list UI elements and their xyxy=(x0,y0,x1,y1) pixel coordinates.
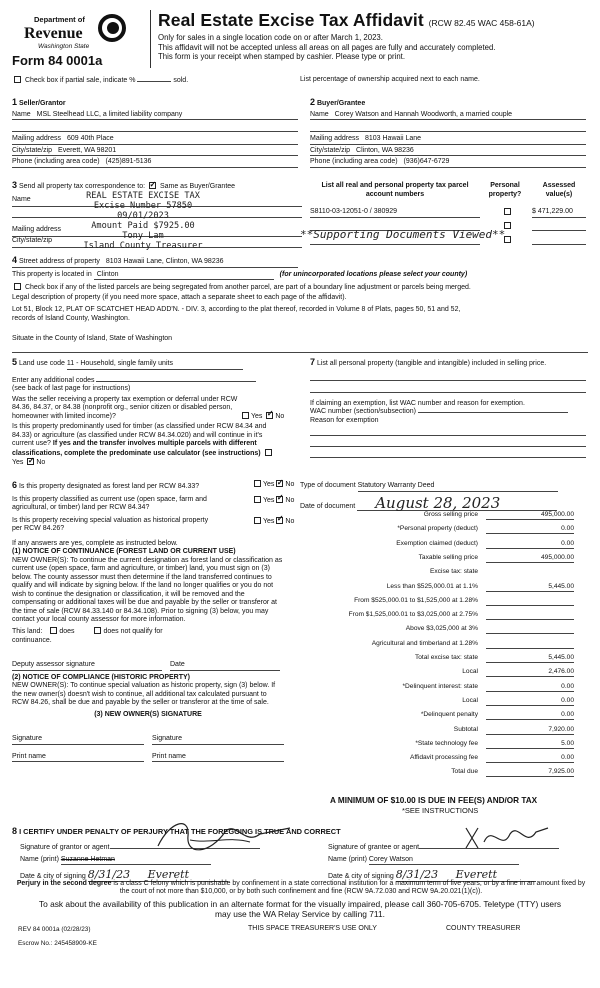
buyer-phone[interactable]: (936)647-6729 xyxy=(403,158,450,166)
treasurer-stamp xyxy=(58,191,228,251)
tax-row-label: Total excise tax: state xyxy=(414,654,478,661)
certify-text: I CERTIFY UNDER PENALTY OF PERJURY THAT THE FOREGOING IS TRUE AND CORRECT xyxy=(19,827,341,836)
located-field[interactable] xyxy=(94,271,274,281)
seller-phone-label: Phone (including area code) xyxy=(12,158,100,166)
header-note-1: Only for sales in a single location code on or after March 1, 2023. xyxy=(158,33,383,43)
grantor-city-hand: Everett xyxy=(147,868,189,882)
new-owner-print-2[interactable] xyxy=(152,753,284,763)
same-as-buyer-label: Same as Buyer/Grantee xyxy=(159,183,236,190)
deputy-date-label: Date xyxy=(170,661,185,669)
section-6-number: 6 xyxy=(12,480,18,490)
street-label: Street address of property xyxy=(18,258,100,265)
wac-label: WAC number (section/subsection) xyxy=(310,408,416,416)
corr-name-label: Name xyxy=(12,195,31,203)
forest-yes-checkbox[interactable] xyxy=(254,480,261,487)
stamp-line-5: Tony Lam xyxy=(122,231,164,241)
tax-row-value[interactable]: 0.00 xyxy=(486,697,574,706)
grantor-date-label: Date & city of signing xyxy=(20,873,86,881)
exempt-yes-label: Yes xyxy=(251,412,263,420)
dept-line1: Department of xyxy=(34,15,85,24)
tax-row xyxy=(300,583,584,593)
signature-label-2: Signature xyxy=(152,735,182,743)
correspondence-label: Send all property tax correspondence to: xyxy=(18,183,146,190)
tax-row-value[interactable] xyxy=(486,611,574,620)
seller-city-label: City/state/zip xyxy=(12,146,53,154)
tax-row-label: Subtotal xyxy=(453,725,478,733)
grantor-name: Suzanne Hetman xyxy=(60,855,115,863)
tax-row xyxy=(300,754,584,764)
additional-codes-field[interactable] xyxy=(96,381,256,382)
deputy-signature-line[interactable] xyxy=(12,661,162,671)
buyer-heading: Buyer/Grantee xyxy=(316,100,366,107)
document-date-hand: August 28, 2023 xyxy=(375,493,501,512)
notice-1-body: NEW OWNER(S): To continue the current designation as forest land or classification as current use (open space, farm and agriculture, or timber) land, you must sign on (3) below. The county assessor must then determine if the land transferred continues to qualify and will indicate by signing below. If the land no longer qualifies or you do not wish to continue the designation or classification, it will be removed and the compensating or additional taxes will be due and payable by the seller or transferor at the time of sale (RCW 84.33.140 or 84.34.108). Prior to signing (3) below, you may contact your local county assessor for more information. xyxy=(12,556,283,624)
document-date-field[interactable] xyxy=(357,493,557,512)
dept-line2: Revenue xyxy=(24,25,83,42)
tax-row xyxy=(300,668,584,678)
header-text xyxy=(158,10,588,62)
historical-question: Is this property receiving special valuation as historical property per RCW 84.26? xyxy=(12,516,209,533)
tax-row-value[interactable]: 0.00 xyxy=(486,683,574,692)
stamp-line-4: Amount Paid $7925.00 xyxy=(91,221,195,231)
tax-row xyxy=(300,540,584,550)
minimum-line-1: A MINIMUM OF $10.00 IS DUE IN FEE(S) AND/OR TAX xyxy=(330,796,538,805)
section-7-number: 7 xyxy=(310,357,316,367)
tax-row xyxy=(300,711,584,721)
does-checkbox[interactable] xyxy=(50,627,57,634)
parcel-number[interactable]: S8110-03-12051-0 / 380929 xyxy=(310,208,398,215)
current-yes-label: Yes xyxy=(263,496,275,504)
corr-city-label: City/state/zip xyxy=(12,236,53,244)
partial-sold: sold. xyxy=(173,77,189,84)
tax-row-label: *Personal property (deduct) xyxy=(397,525,478,533)
current-no-label: No xyxy=(285,496,295,504)
deputy-date-line[interactable] xyxy=(170,661,280,671)
timber-no-checkbox[interactable] xyxy=(27,458,34,465)
tax-row-label: Taxable selling price xyxy=(418,553,478,561)
document-type-value: Statutory Warranty Deed xyxy=(357,482,435,489)
seller-name-label: Name xyxy=(12,110,31,118)
section-5 xyxy=(12,357,302,468)
section-4-number: 4 xyxy=(12,255,18,265)
tax-row-value[interactable]: 495,000.00 xyxy=(486,554,574,563)
legal-line-1: Lot 51, Block 12, PLAT OF SCATCHET HEAD ADD'N. - DIV. 3, according to the plat thereof, recorded in Volume 8 of Plats, pages 50, 51 and 52, xyxy=(12,306,461,314)
form-title: Real Estate Excise Tax Affidavit xyxy=(158,10,424,30)
same-as-buyer-checkbox[interactable] xyxy=(149,182,156,189)
tax-row-label: Less than $525,000.01 at 1.1% xyxy=(386,582,478,590)
seller-phone[interactable]: (425)891-5136 xyxy=(105,158,152,166)
historical-no-label: No xyxy=(285,517,295,525)
parcel-col-1: List all real and personal property tax parcel account numbers xyxy=(321,182,469,198)
section-5-number: 5 xyxy=(12,357,18,367)
forest-question: Is this property designated as forest land per RCW 84.33? xyxy=(18,483,200,490)
grantor-signature-scribble xyxy=(150,816,300,856)
print-name-label-1: Print name xyxy=(12,752,46,760)
tax-row-label: Total due xyxy=(451,768,478,776)
document-type-field[interactable] xyxy=(358,482,558,492)
grantee-date-hand: 8/31/23 xyxy=(395,868,439,882)
tax-row-value[interactable] xyxy=(486,640,574,649)
tax-row-label: From $525,000.01 to $1,525,000 at 1.28% xyxy=(354,596,478,604)
section-4-divider xyxy=(12,352,588,353)
segregated-label: Check box if any of the listed parcels are being segregated from another parcel, are part of a boundary line adjustment or parcels being merged. xyxy=(24,284,471,292)
buyer-section xyxy=(310,97,586,168)
new-owner-print-1[interactable] xyxy=(12,753,144,763)
timber-no-label: No xyxy=(36,459,46,467)
tax-row-label: *Delinquent interest: state xyxy=(402,682,478,690)
street-value[interactable]: 8103 Hawaii Lane, Clinton, WA 98236 xyxy=(105,258,224,265)
tax-row xyxy=(300,654,584,664)
section-2-number: 2 xyxy=(310,97,316,107)
form-number: Form 84 0001a xyxy=(12,53,103,68)
header-note-3-text: This form is your receipt when stamped by cashier. Please type or print. xyxy=(158,52,406,62)
historical-yes-checkbox[interactable] xyxy=(254,517,261,524)
exemption-question: Was the seller receiving a property tax exemption or deferral under RCW 84.36, 84.37, or 84.38 (nonprofit org., senior citizen or disabled person, homeowner with limited income)? xyxy=(12,395,238,420)
parcel-col-2: Personal property? xyxy=(488,182,522,198)
forest-no-checkbox[interactable] xyxy=(276,480,283,487)
does-not-checkbox[interactable] xyxy=(94,627,101,634)
new-owner-signature-2[interactable] xyxy=(152,735,284,745)
stamp-line-1: REAL ESTATE EXCISE TAX xyxy=(86,191,200,201)
tax-row xyxy=(300,640,584,650)
notice-1-title: (1) NOTICE OF CONTINUANCE (FOREST LAND OR CURRENT USE) xyxy=(12,548,236,556)
does-not-label: does not qualify for xyxy=(103,627,163,635)
buyer-mailing-label: Mailing address xyxy=(310,135,360,143)
tax-row-value[interactable]: 5.00 xyxy=(486,740,574,749)
buyer-city[interactable]: Clinton, WA 98236 xyxy=(356,146,414,154)
signature-label-1: Signature xyxy=(12,735,42,743)
timber-question: Is this property predominantly used for timber (as classified under RCW 84.34 and 84.33) or agriculture (as classified under RCW 84.34.020) and will continue in it's current use? xyxy=(12,423,267,448)
exempt-no-checkbox[interactable] xyxy=(266,412,273,419)
located-note: (for unincorporated locations please select your county) xyxy=(279,270,468,278)
seller-mailing[interactable]: 609 40th Place xyxy=(66,135,114,143)
notice-2-body: NEW OWNER(S): To continue special valuation as historic property, sign (3) below. If the new owner(s) doesn't wish to continue, all additional tax calculated pursuant to RCW 84.26, shall be due and payable by the seller or transferor at the time of sale. xyxy=(12,682,276,707)
current-no-checkbox[interactable] xyxy=(276,496,283,503)
grantor-name-field[interactable] xyxy=(61,856,211,866)
tax-row-value[interactable]: 2,476.00 xyxy=(486,668,574,677)
additional-codes-label: Enter any additional codes xyxy=(12,376,95,384)
buyer-city-label: City/state/zip xyxy=(310,146,351,154)
grantor-date-hand: 8/31/23 xyxy=(87,868,131,882)
seller-mailing-label: Mailing address xyxy=(12,135,62,143)
tax-row-label: Agricultural and timberland at 1.28% xyxy=(371,639,478,647)
segregated-checkbox[interactable] xyxy=(14,283,21,290)
grantee-name-label: Name (print) xyxy=(328,855,367,863)
partial-sale-row xyxy=(12,76,592,86)
header-divider xyxy=(150,10,151,68)
tax-row xyxy=(300,683,584,693)
dept-line3: Washington State xyxy=(38,43,90,50)
land-use-value: 11 - Household, single family units xyxy=(66,360,173,367)
assessed-value-2[interactable] xyxy=(532,222,586,231)
new-owner-signature-1[interactable] xyxy=(12,735,144,745)
land-use-label: Land use code xyxy=(18,360,65,367)
tax-row-label: *Delinquent penalty xyxy=(420,711,478,719)
section-7 xyxy=(310,357,586,458)
partial-sale-label: Check box if partial sale, indicate % xyxy=(24,77,136,84)
treasurer-use-only: THIS SPACE TREASURER'S USE ONLY xyxy=(248,925,377,932)
grantor-sig-label: Signature of grantor or agent xyxy=(20,844,110,851)
does-label: does xyxy=(59,627,75,635)
grantee-sig-label: Signature of grantee or agent xyxy=(328,844,420,851)
grantee-city-hand: Everett xyxy=(455,868,497,882)
minimum-line-2: *SEE INSTRUCTIONS xyxy=(402,806,479,815)
this-land-label: This land: xyxy=(12,627,43,635)
tax-row-value[interactable]: 7,925.00 xyxy=(486,768,574,777)
wac-field[interactable] xyxy=(418,412,568,413)
buyer-mailing[interactable]: 8103 Hawaii Lane xyxy=(364,135,422,143)
tax-row xyxy=(300,568,584,578)
deputy-label: Deputy assessor signature xyxy=(12,661,95,669)
tax-row-label: Excise tax: state xyxy=(429,568,478,576)
section-6 xyxy=(12,480,302,762)
tax-row xyxy=(300,726,584,736)
reason-label: Reason for exemption xyxy=(310,416,379,424)
header-note-2: This affidavit will not be accepted unless all areas on all pages are fully and accurately completed. xyxy=(158,42,496,52)
grantee-signature-scribble xyxy=(462,822,552,856)
perjury-notice xyxy=(12,880,590,897)
assessed-value-1 xyxy=(532,208,586,218)
partial-percent-field[interactable] xyxy=(137,81,171,82)
located-label: This property is located in xyxy=(12,270,92,278)
forest-no-label: No xyxy=(285,481,295,488)
tax-row xyxy=(300,525,584,535)
tax-row-label: Local xyxy=(462,668,478,676)
tax-row xyxy=(300,697,584,707)
header-note-3 xyxy=(158,52,588,62)
ownership-note: List percentage of ownership acquired next to each name. xyxy=(300,76,480,83)
tax-row-value[interactable]: 0.00 xyxy=(486,540,574,549)
tax-row xyxy=(300,740,584,750)
seller-heading: Seller/Grantor xyxy=(18,100,66,107)
tax-row-label: Local xyxy=(462,696,478,704)
if-yes-note: If any answers are yes, complete as instructed below. xyxy=(12,539,178,547)
legal-line-2: records of Island County, Washington. xyxy=(12,314,130,322)
grantee-date-label: Date & city of signing xyxy=(328,873,394,881)
tax-row xyxy=(300,511,584,521)
tax-row xyxy=(300,597,584,607)
dor-seal-icon-inner xyxy=(107,22,119,34)
document-type-label: Type of document xyxy=(300,482,356,489)
buyer-phone-label: Phone (including area code) xyxy=(310,158,398,166)
tax-row-value[interactable]: 7,920.00 xyxy=(486,726,574,735)
tax-row xyxy=(300,768,584,778)
parcel-col-3: Assessed value(s) xyxy=(542,182,576,198)
seller-section xyxy=(12,97,298,168)
dor-logo xyxy=(12,8,150,68)
parcel-row-1 xyxy=(310,208,480,218)
tax-row-value[interactable]: 5,445.00 xyxy=(486,583,574,592)
perjury-text: is a class C felony which is punishable by confinement in a state correctional institution for a maximum term of five years, or by a fine in an amount fixed by the court of not more than $10,000, or by both such confinement and fine (RCW 9A.72.030 and RCW 9A.20.021(1)(c)). xyxy=(111,880,586,896)
document-date-label: Date of document xyxy=(300,502,356,510)
personal-property-checkbox-1[interactable] xyxy=(504,208,511,215)
personal-property-label: List all personal property (tangible and intangible) included in selling price. xyxy=(316,360,547,367)
grantee-name: Corey Watson xyxy=(368,855,413,863)
exemption-label: If claiming an exemption, list WAC number and reason for exemption. xyxy=(310,399,525,407)
tax-row-value[interactable] xyxy=(486,597,574,606)
current-use-question: Is this property classified as current use (open space, farm and agricultural, or timber) land per RCW 84.34? xyxy=(12,495,207,512)
land-use-field[interactable] xyxy=(67,360,243,370)
seller-name[interactable]: MSL Steelhead LLC, a limited liability company xyxy=(36,110,183,118)
grantor-name-label: Name (print) xyxy=(20,855,59,863)
notice-2-title: (2) NOTICE OF COMPLIANCE (HISTORIC PROPERTY) xyxy=(12,673,190,681)
tax-row-value[interactable]: 0.00 xyxy=(486,754,574,763)
tax-row-label: Exemption claimed (deduct) xyxy=(396,539,478,547)
continuance-label: continuance. xyxy=(12,636,52,644)
legal-label: Legal description of property (if you need more space, attach a separate sheet to each page of the affidavit). xyxy=(12,293,347,301)
additional-codes-note: (see back of last page for instructions) xyxy=(12,385,131,393)
tax-row-value[interactable]: 495,000.00 xyxy=(486,511,574,520)
buyer-name[interactable]: Corey Watson and Hannah Woodworth, a married couple xyxy=(334,110,513,118)
buyer-name-label: Name xyxy=(310,110,329,118)
historical-yes-label: Yes xyxy=(263,517,275,525)
escrow-number: Escrow No.: 245458909-KE xyxy=(18,940,97,947)
forest-yes-label: Yes xyxy=(263,481,275,488)
exempt-yes-checkbox[interactable] xyxy=(242,412,249,419)
tax-row-label: Above $3,025,000 at 3% xyxy=(405,625,478,633)
section-4 xyxy=(12,255,588,344)
notice-3-title: (3) NEW OWNER(S) SIGNATURE xyxy=(94,710,202,718)
tax-row-value[interactable]: 0.00 xyxy=(486,711,574,720)
tax-row-value[interactable]: 5,445.00 xyxy=(486,654,574,663)
timber-question-bold: If yes and the transfer involves multiple parcels with different classifications, complete the predominate use calculator (see instructions) xyxy=(12,440,261,457)
stamp-line-6: Island County Treasurer xyxy=(83,241,203,251)
supporting-docs-stamp: **Supporting Documents Viewed** xyxy=(300,228,506,241)
tax-row-label: Affidavit processing fee xyxy=(409,754,478,762)
section-1-number: 1 xyxy=(12,97,18,107)
print-name-label-2: Print name xyxy=(152,752,186,760)
tax-row-label: Gross selling price xyxy=(423,511,478,518)
rev-number: REV 84 0001a (02/28/23) xyxy=(18,926,91,933)
tax-row-value[interactable] xyxy=(486,625,574,634)
assessed-value-text[interactable]: $ 471,229.00 xyxy=(532,208,573,215)
situate-line: Situate in the County of Island, State of Washington xyxy=(12,335,173,343)
corr-mailing-label: Mailing address xyxy=(12,225,62,233)
perjury-bold: Perjury in the second degree xyxy=(16,880,112,887)
grantee-name-field[interactable] xyxy=(369,856,519,866)
assessed-value-3[interactable] xyxy=(532,236,586,245)
county-treasurer: COUNTY TREASURER xyxy=(446,925,521,932)
tax-row-label: *State technology fee xyxy=(415,739,478,747)
tax-row xyxy=(300,554,584,564)
tax-row-value[interactable]: 0.00 xyxy=(486,525,574,534)
section-8-number: 8 xyxy=(12,826,18,836)
timber-yes-checkbox[interactable] xyxy=(265,449,272,456)
form-citation: (RCW 82.45 WAC 458-61A) xyxy=(428,18,535,28)
historical-no-checkbox[interactable] xyxy=(276,517,283,524)
seller-city[interactable]: Everett, WA 98201 xyxy=(58,146,117,154)
document-info xyxy=(300,482,586,511)
timber-yes-label: Yes xyxy=(12,459,24,467)
partial-sale-checkbox[interactable] xyxy=(14,76,21,83)
exempt-no-label: No xyxy=(275,412,285,420)
current-yes-checkbox[interactable] xyxy=(254,496,261,503)
section-3-number: 3 xyxy=(12,180,18,190)
tax-row xyxy=(300,611,584,621)
availability-notice: To ask about the availability of this publication in an alternate format for the visually impaired, please call 360-705-6705. Teletype (TTY) users may use the WA Relay Service by calling 711. xyxy=(38,899,562,920)
located-value: Clinton xyxy=(96,270,119,278)
tax-row xyxy=(300,625,584,635)
stamp-line-2: Excise Number 57850 xyxy=(93,201,193,211)
stamp-line-3: 09/01/2023 xyxy=(117,211,169,221)
tax-row-label: From $1,525,000.01 to $3,025,000 at 2.75% xyxy=(348,611,478,619)
